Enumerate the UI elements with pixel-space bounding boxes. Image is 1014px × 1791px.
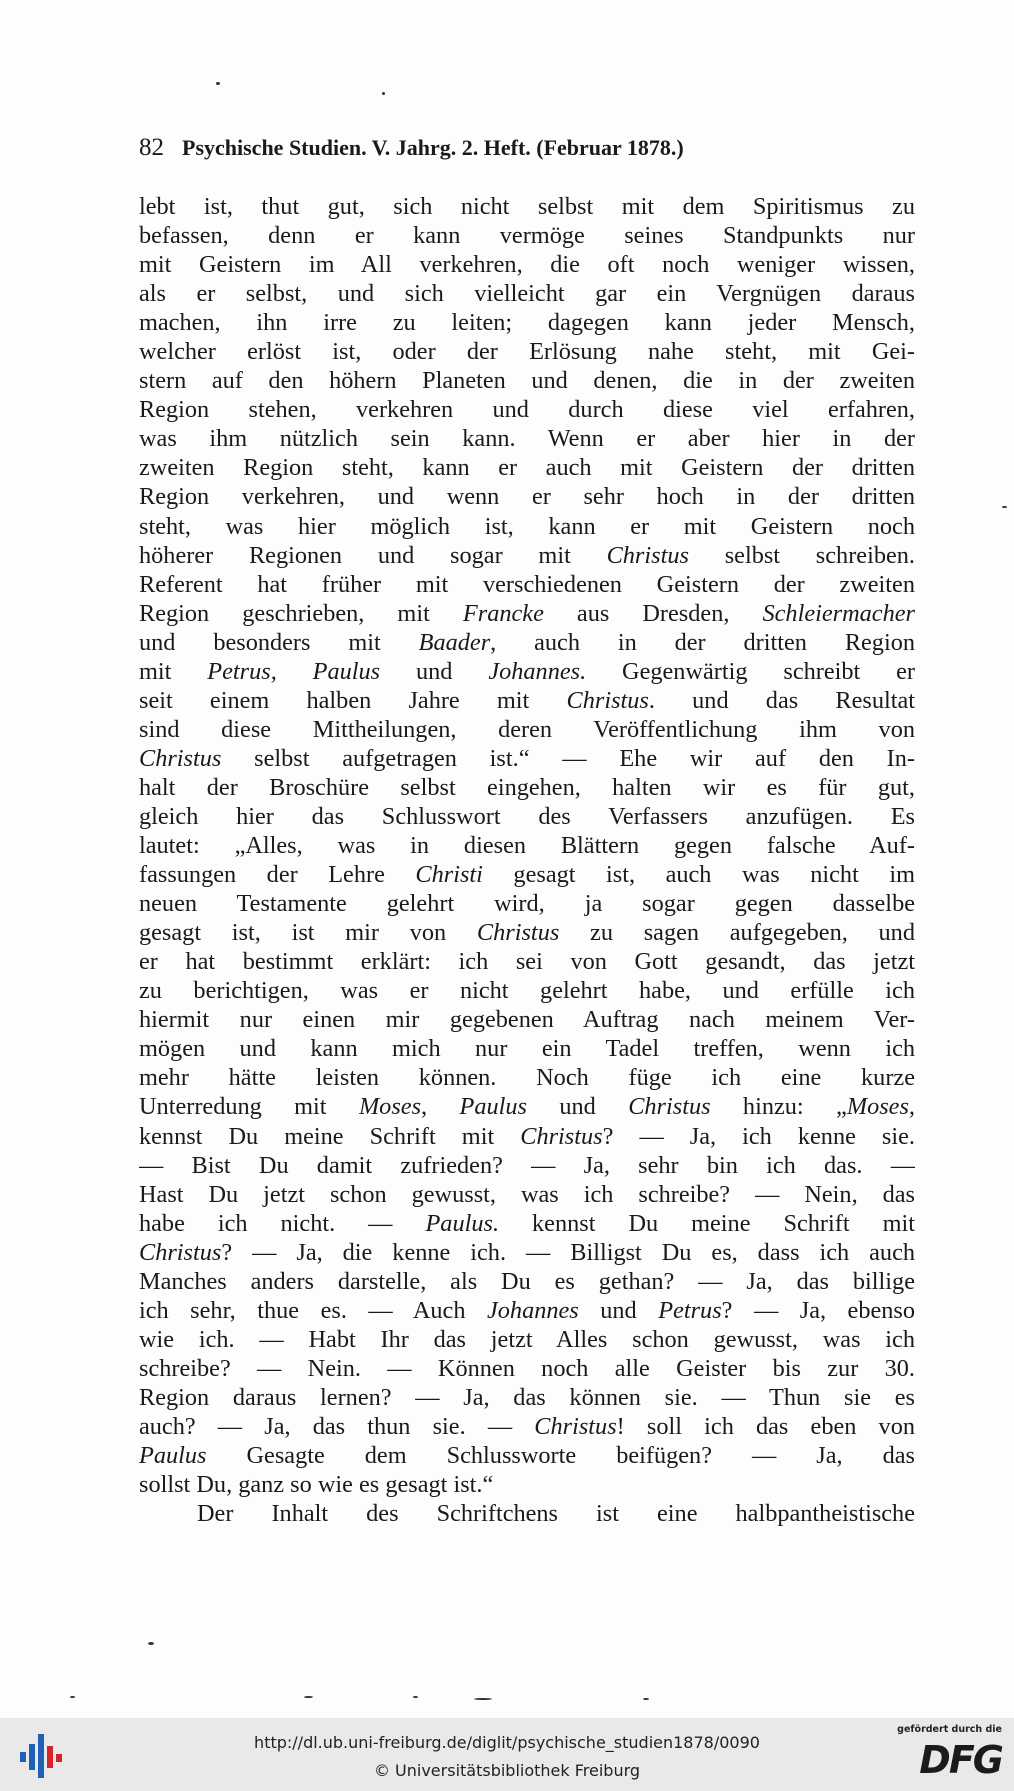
- dfg-badge: [882, 1724, 1002, 1786]
- text-line: [139, 337, 915, 366]
- text-run: welcher erlöst ist, oder der Erlösung nahe steht, mit Gei-: [139, 338, 915, 366]
- text-run: steht, was hier möglich ist, kann er mit Geistern noch: [139, 512, 915, 540]
- italic-name: Christi: [415, 861, 483, 889]
- text-run: gesagt ist, auch was nicht im: [482, 861, 915, 889]
- text-run: Gegenwärtig schreibt er: [586, 657, 915, 685]
- text-line: [139, 1296, 915, 1325]
- body-text: [139, 192, 915, 1528]
- text-line: [139, 860, 915, 889]
- text-run: mehr hätte leisten können. Noch füge ich eine kurze: [139, 1064, 915, 1092]
- text-run: Region geschrieben, mit: [139, 599, 463, 627]
- text-run: und: [578, 1296, 659, 1324]
- text-run: mögen und kann mich nur ein Tadel treffen, wenn ich: [139, 1035, 915, 1063]
- text-run: befassen, denn er kann vermöge seines Standpunkts nur: [139, 222, 915, 250]
- text-line: [139, 831, 915, 860]
- text-line: [139, 1325, 915, 1354]
- text-run: selbst aufgetragen ist.“ — Ehe wir auf den In-: [221, 744, 915, 772]
- text-line: [139, 1412, 915, 1441]
- text-run: Region verkehren, und wenn er sehr hoch in der dritten: [139, 483, 915, 511]
- text-run: hiermit nur einen mir gegebenen Auftrag nach meinem Ver-: [139, 1006, 915, 1034]
- italic-name: Christus: [139, 1238, 222, 1266]
- text-line: [139, 1005, 915, 1034]
- italic-name: Petrus: [658, 1296, 722, 1324]
- text-line: [139, 1151, 915, 1180]
- italic-name: Moses: [358, 1093, 422, 1121]
- text-run: Manches anders darstelle, als Du es gethan? — Ja, das billige: [139, 1267, 915, 1295]
- text-run: halt der Broschüre selbst eingehen, halten wir es für gut,: [139, 773, 915, 801]
- text-run: neuen Testamente gelehrt wird, ja sogar gegen dasselbe: [139, 890, 915, 918]
- italic-name: Christus: [476, 919, 560, 947]
- text-run: Unterredung mit: [139, 1093, 359, 1121]
- text-line: [139, 773, 915, 802]
- text-run: schreibe? — Nein. — Können noch alle Geister bis zur 30.: [139, 1354, 915, 1382]
- text-line: [139, 1470, 915, 1499]
- text-run: Region stehen, verkehren und durch diese viel erfahren,: [139, 396, 915, 424]
- scan-speck: [216, 82, 220, 85]
- text-line: [139, 395, 915, 424]
- text-line: [139, 686, 915, 715]
- text-run: Hast Du jetzt schon gewusst, was ich schreibe? — Nein, das: [139, 1180, 915, 1208]
- scan-speck: [1002, 506, 1007, 508]
- source-url[interactable]: http://dl.ub.uni-freiburg.de/diglit/psychische_studien1878/0090: [254, 1733, 760, 1752]
- text-run: höherer Regionen und sogar mit: [139, 541, 607, 569]
- text-run: gesagt ist, ist mir von: [139, 919, 477, 947]
- text-run: sollst Du, ganz so wie es gesagt ist.“: [139, 1471, 494, 1499]
- italic-name: Paulus: [139, 1442, 207, 1470]
- running-header: [139, 134, 855, 166]
- text-run: aus Dresden,: [543, 599, 763, 627]
- text-run: und: [380, 657, 489, 685]
- text-run: stern auf den höhern Planeten und denen, die in der zweiten: [139, 367, 915, 395]
- text-run: ! soll ich das eben von: [616, 1412, 915, 1440]
- italic-name: Moses,: [846, 1093, 915, 1121]
- text-line: [139, 250, 915, 279]
- text-run: auch? — Ja, das thun sie. —: [139, 1412, 535, 1440]
- italic-name: Baader: [418, 628, 491, 656]
- italic-name: Christus: [606, 541, 689, 569]
- text-run: sind diese Mittheilungen, deren Veröffentlichung ihm von: [139, 715, 915, 743]
- text-line: [139, 1499, 915, 1528]
- text-run: ,: [421, 1093, 460, 1121]
- dfg-caption: gefördert durch die: [897, 1724, 1002, 1735]
- text-line: [139, 366, 915, 395]
- text-run: zu sagen aufgegeben, und: [559, 919, 915, 947]
- italic-name: Schleiermacher: [762, 599, 915, 627]
- text-line: [139, 628, 915, 657]
- italic-name: Francke: [462, 599, 544, 627]
- text-line: [139, 453, 915, 482]
- text-line: [139, 221, 915, 250]
- scan-speck: [643, 1698, 649, 1700]
- italic-name: Johannes.: [488, 657, 587, 685]
- text-line: [139, 1209, 915, 1238]
- scan-speck: [474, 1698, 492, 1700]
- text-run: mit: [139, 657, 208, 685]
- copyright-notice: © Universitätsbibliothek Freiburg: [373, 1761, 641, 1780]
- text-run: habe ich nicht. —: [139, 1209, 426, 1237]
- text-run: als er selbst, und sich vielleicht gar ein Vergnügen daraus: [139, 280, 915, 308]
- italic-name: Christus: [566, 686, 649, 714]
- text-run: Gesagte dem Schlussworte beifügen? — Ja, das: [206, 1442, 915, 1470]
- scan-speck: [304, 1696, 313, 1698]
- text-line: [139, 1122, 915, 1151]
- italic-name: Paulus.: [425, 1209, 500, 1237]
- text-line: [139, 1267, 915, 1296]
- scan-speck: [382, 92, 385, 95]
- text-run: machen, ihn irre zu leiten; dagegen kann jeder Mensch,: [139, 309, 915, 337]
- text-run: seit einem halben Jahre mit: [139, 686, 567, 714]
- italic-name: Christus: [520, 1122, 603, 1150]
- text-run: lautet: „Alles, was in diesen Blättern gegen falsche Auf-: [139, 832, 915, 860]
- text-run: wie ich. — Habt Ihr das jetzt Alles schon gewusst, was ich: [139, 1325, 915, 1353]
- text-run: und: [526, 1093, 629, 1121]
- text-run: selbst schreiben.: [688, 541, 915, 569]
- text-line: [139, 1092, 915, 1121]
- text-run: hinzu: „: [710, 1093, 847, 1121]
- text-line: [139, 1063, 915, 1092]
- italic-name: Paulus: [459, 1093, 527, 1121]
- italic-name: Petrus, Paulus: [207, 657, 381, 685]
- text-run: — Bist Du damit zufrieden? — Ja, sehr bin ich das. —: [139, 1151, 915, 1179]
- text-run: und besonders mit: [139, 628, 419, 656]
- text-run: kennst Du meine Schrift mit: [139, 1122, 521, 1150]
- text-run: fassungen der Lehre: [139, 861, 416, 889]
- text-line: [139, 424, 915, 453]
- text-line: [139, 1441, 915, 1470]
- text-line: [139, 512, 915, 541]
- text-run: was ihm nützlich sein kann. Wenn er aber hier in der: [139, 425, 915, 453]
- text-line: [139, 918, 915, 947]
- text-line: [139, 1354, 915, 1383]
- footer-bar: [0, 1718, 1014, 1791]
- text-line: [139, 541, 915, 570]
- text-line: [139, 1238, 915, 1267]
- text-line: [139, 482, 915, 511]
- text-run: gleich hier das Schlusswort des Verfassers anzufügen. Es: [139, 802, 915, 830]
- text-run: ? — Ja, die kenne ich. — Billigst Du es, dass ich auch: [221, 1238, 915, 1266]
- text-line: [139, 947, 915, 976]
- text-line: [139, 889, 915, 918]
- text-run: Referent hat früher mit verschiedenen Geistern der zweiten: [139, 570, 915, 598]
- italic-name: Christus: [139, 744, 222, 772]
- text-run: . und das Resultat: [648, 686, 915, 714]
- text-line: [139, 715, 915, 744]
- text-line: [139, 657, 915, 686]
- text-run: Region daraus lernen? — Ja, das können sie. — Thun sie es: [139, 1383, 915, 1411]
- text-line: [139, 192, 915, 221]
- text-line: [139, 744, 915, 773]
- text-line: [139, 599, 915, 628]
- text-line: [139, 570, 915, 599]
- text-line: [139, 308, 915, 337]
- text-line: [139, 279, 915, 308]
- text-run: ich sehr, thue es. — Auch: [139, 1296, 487, 1324]
- italic-name: Christus: [534, 1412, 617, 1440]
- text-run: Der Inhalt des Schriftchens ist eine halbpantheistische: [197, 1500, 915, 1528]
- text-run: zweiten Region steht, kann er auch mit Geistern der dritten: [139, 454, 915, 482]
- text-line: [139, 802, 915, 831]
- italic-name: Johannes: [486, 1296, 579, 1324]
- running-title: Psychische Studien. V. Jahrg. 2. Heft. (Februar 1878.): [182, 135, 684, 160]
- scan-speck: [70, 1696, 75, 1698]
- text-run: , auch in der dritten Region: [490, 628, 915, 656]
- text-run: ? — Ja, ich kenne sie.: [602, 1122, 915, 1150]
- text-line: [139, 1383, 915, 1412]
- text-line: [139, 1034, 915, 1063]
- scan-speck: [413, 1696, 418, 1698]
- text-run: lebt ist, thut gut, sich nicht selbst mit dem Spiritismus zu: [139, 193, 915, 220]
- text-run: mit Geistern im All verkehren, die oft noch weniger wissen,: [139, 251, 915, 279]
- text-run: zu berichtigen, was er nicht gelehrt habe, und erfülle ich: [139, 977, 915, 1005]
- text-run: ? — Ja, ebenso: [721, 1296, 915, 1324]
- page-number: 82: [139, 134, 164, 161]
- text-line: [139, 976, 915, 1005]
- dfg-logo: DFG: [919, 1738, 1002, 1782]
- text-run: er hat bestimmt erklärt: ich sei von Gott gesandt, das jetzt: [139, 948, 915, 976]
- italic-name: Christus: [628, 1093, 711, 1121]
- text-line: [139, 1180, 915, 1209]
- scan-speck: [148, 1642, 154, 1645]
- text-run: kennst Du meine Schrift mit: [499, 1209, 915, 1237]
